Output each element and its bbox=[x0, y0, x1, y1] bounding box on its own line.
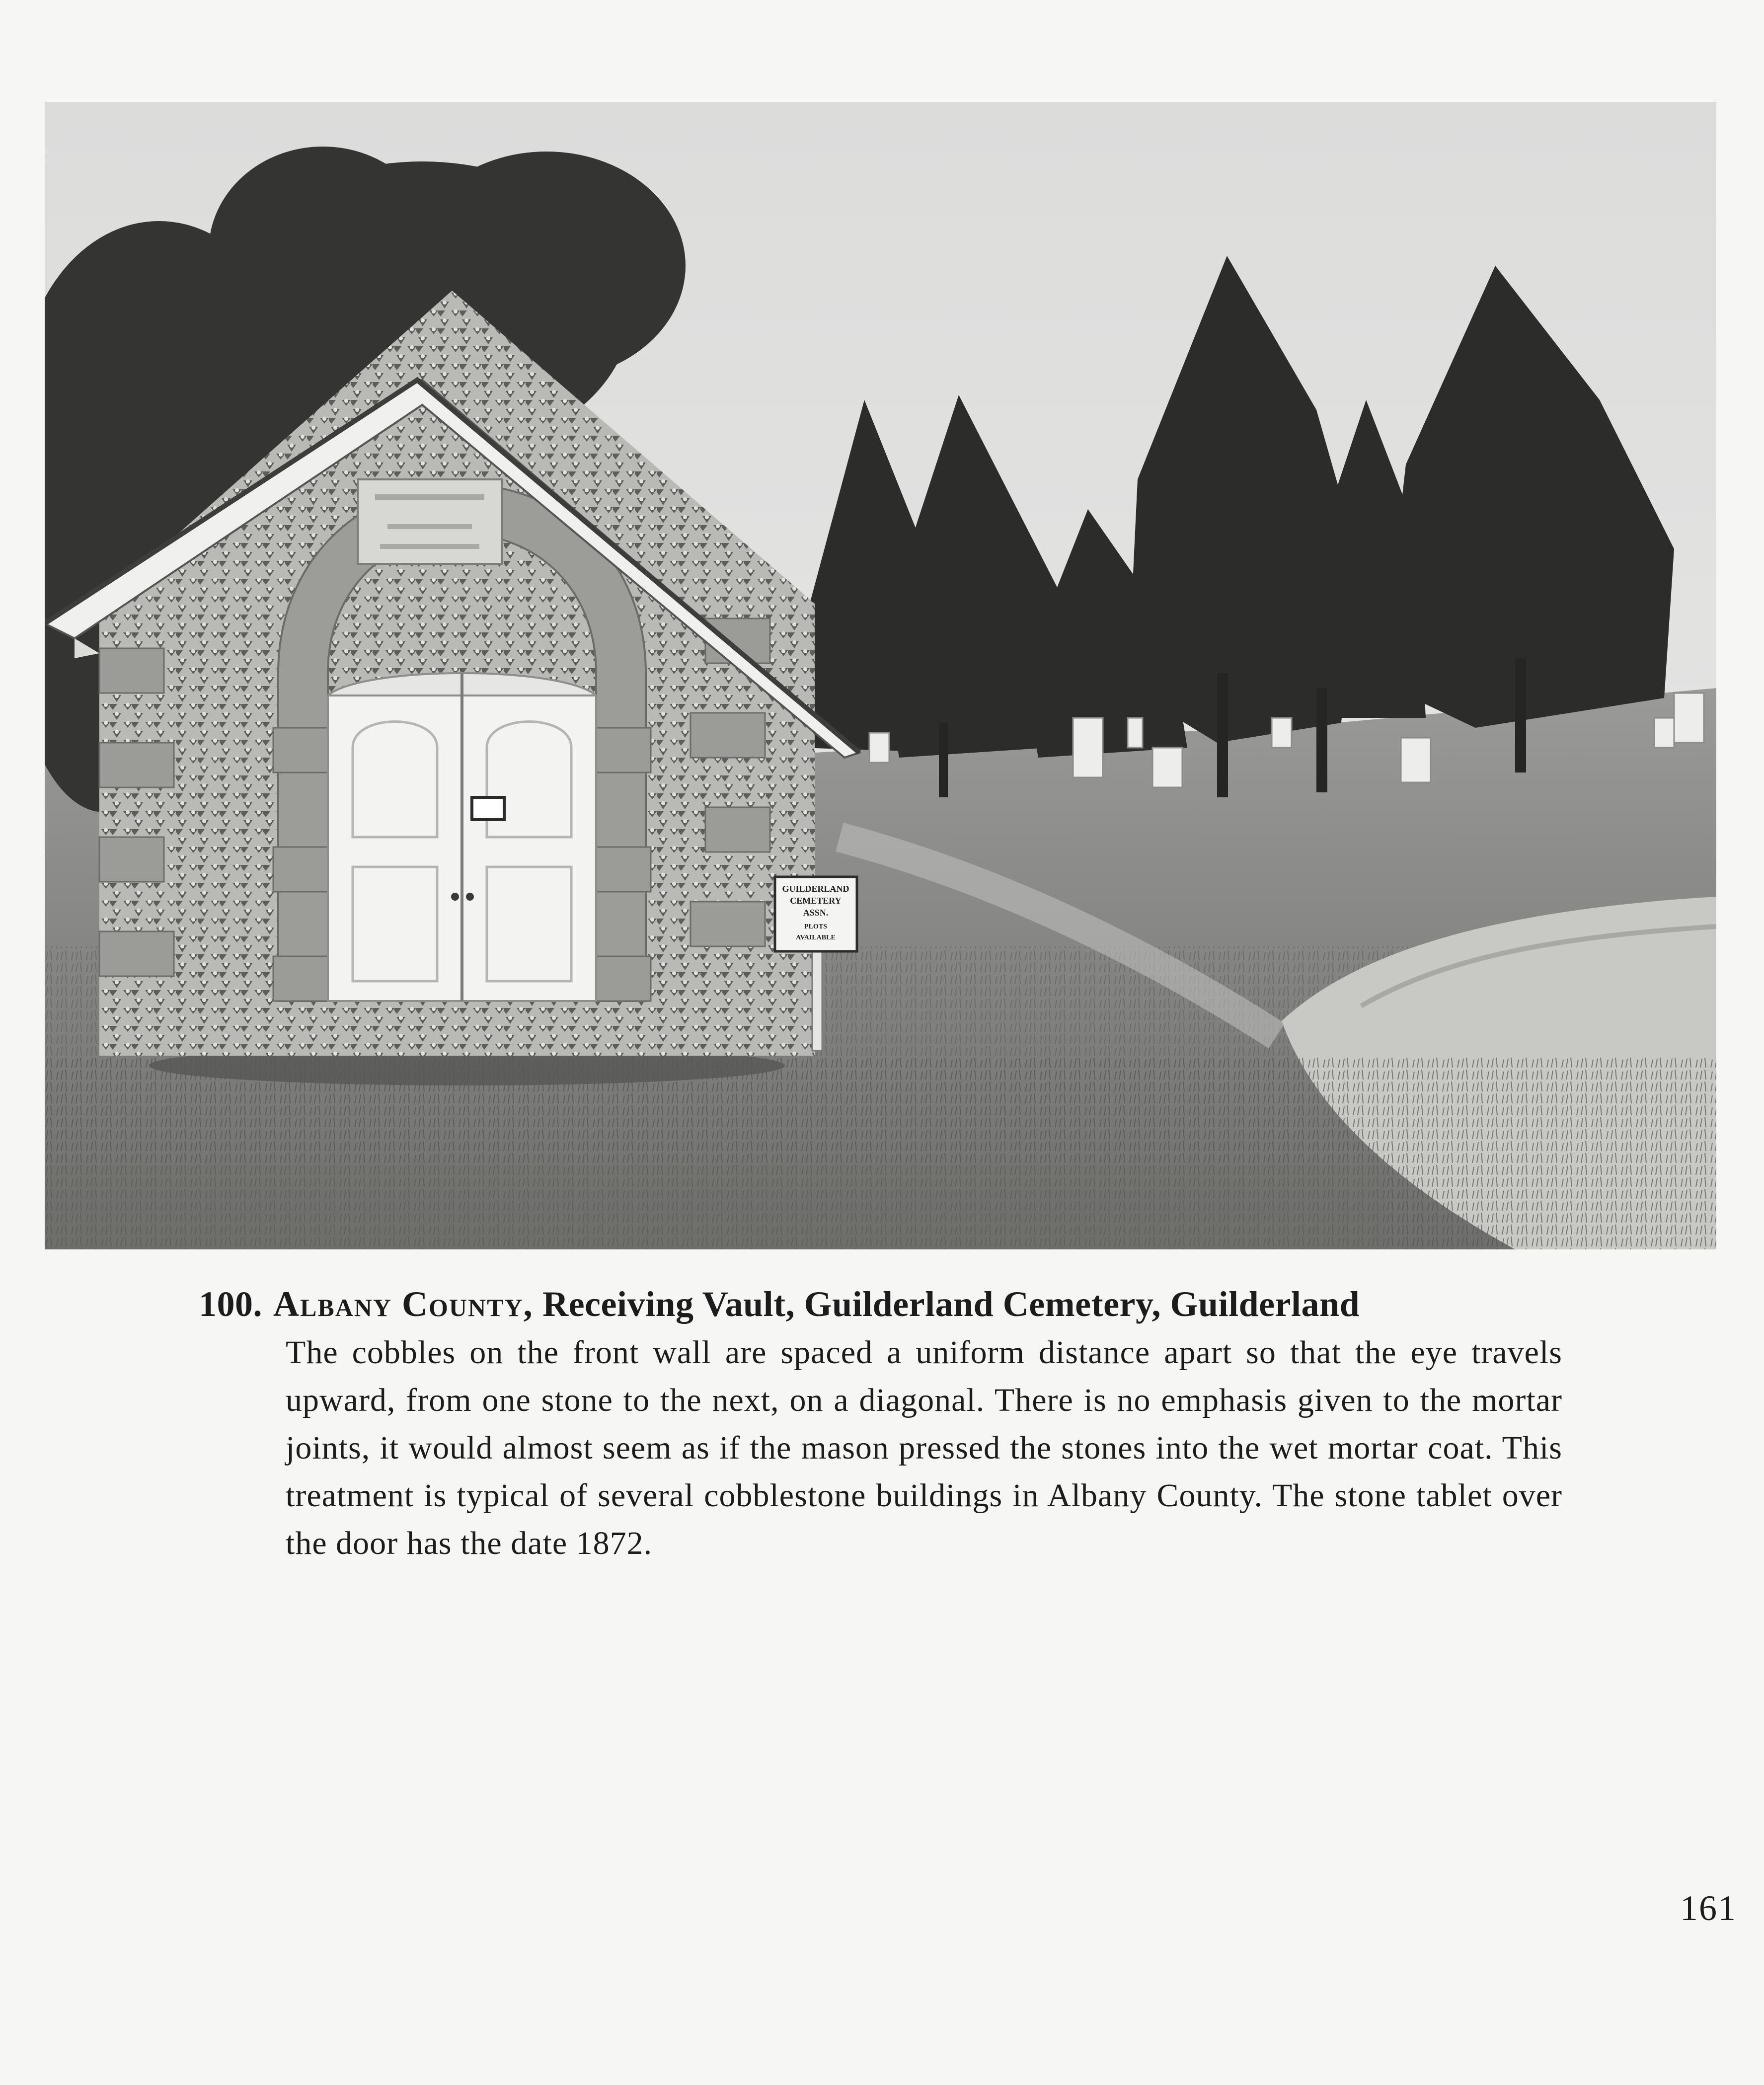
figure-caption bbox=[199, 1279, 1560, 1567]
figure-number: 100. bbox=[199, 1284, 262, 1324]
caption-title bbox=[199, 1279, 1560, 1329]
photograph-receiving-vault bbox=[45, 102, 1716, 1249]
sign-line: ASSN. bbox=[803, 908, 829, 918]
sign-line: AVAILABLE bbox=[796, 934, 836, 941]
sign-line: GUILDERLAND bbox=[782, 884, 849, 894]
sign-line: PLOTS bbox=[804, 923, 827, 930]
page-number: 161 bbox=[1680, 1888, 1737, 1928]
caption-body: The cobbles on the front wall are spaced a uniform distance apart so that the eye travels upward, from one stone to the next, on a diagonal. There is no emphasis given to the mortar joints, it would almost seem as if the mason pressed the stones into the wet mortar coat. This treatment is typical of several cobblestone buildings in Albany County. The stone tablet over the door has the date 1872. bbox=[286, 1334, 1562, 1561]
caption-subject: Receiving Vault, Guilderland Cemetery, Guilderland bbox=[542, 1284, 1360, 1324]
sign-line: CEMETERY bbox=[790, 896, 842, 906]
caption-county: Albany County, bbox=[273, 1284, 534, 1324]
